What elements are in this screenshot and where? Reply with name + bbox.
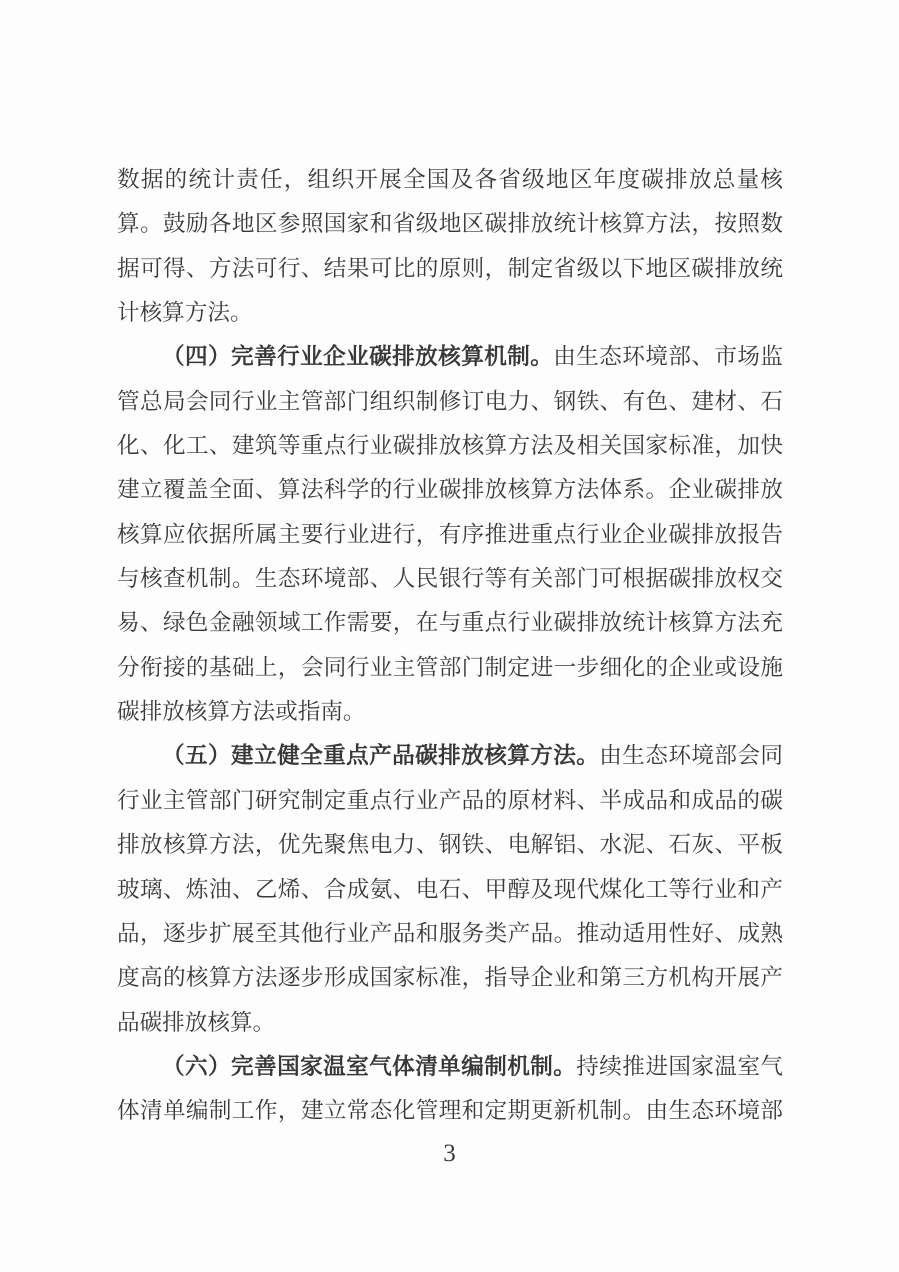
text-line xyxy=(117,247,783,291)
text-segment: 数据的统计责任，组织开展全国及各省级地区年度碳排放总量核 xyxy=(117,167,783,192)
text-segment: 玻璃、炼油、乙烯、合成氨、电石、甲醇及现代煤化工等行业和产 xyxy=(117,876,783,902)
text-segment: 据可得、方法可行、结果可比的原则，制定省级以下地区碳排放统 xyxy=(117,255,783,281)
text-line xyxy=(117,380,783,424)
text-segment: 持续推进国家温室气 xyxy=(576,1053,783,1079)
text-segment: 化、化工、建筑等重点行业碳排放核算方法及相关国家标准，加快 xyxy=(117,433,783,459)
text-line xyxy=(117,779,783,823)
text-line xyxy=(117,557,783,601)
text-line xyxy=(117,868,783,912)
text-line xyxy=(117,158,783,202)
text-line xyxy=(117,956,783,1000)
document-body xyxy=(117,158,783,1134)
text-line xyxy=(117,1001,783,1045)
text-line xyxy=(117,513,783,557)
text-line xyxy=(117,202,783,246)
text-line xyxy=(117,601,783,645)
text-line xyxy=(117,823,783,867)
text-line xyxy=(117,468,783,512)
text-line xyxy=(117,1045,783,1089)
text-segment: 品，逐步扩展至其他行业产品和服务类产品。推动适用性好、成熟 xyxy=(117,920,783,946)
text-line xyxy=(117,291,783,335)
text-segment: 品碳排放核算。 xyxy=(117,1009,276,1035)
text-segment: 排放核算方法，优先聚焦电力、钢铁、电解铝、水泥、石灰、平板 xyxy=(117,832,783,858)
text-segment: 行业主管部门研究制定重点行业产品的原材料、半成品和成品的碳 xyxy=(117,787,783,813)
text-segment: 易、绿色金融领域工作需要，在与重点行业碳排放统计核算方法充 xyxy=(117,610,783,636)
text-line xyxy=(117,1089,783,1133)
section-heading-segment: （四）完善行业企业碳排放核算机制。 xyxy=(162,344,554,370)
text-segment: 体清单编制工作，建立常态化管理和定期更新机制。由生态环境部 xyxy=(117,1098,783,1124)
text-segment: 由生态环境部会同 xyxy=(599,743,783,769)
text-segment: 管总局会同行业主管部门组织制修订电力、钢铁、有色、建材、石 xyxy=(117,388,783,414)
text-segment: 度高的核算方法逐步形成国家标准，指导企业和第三方机构开展产 xyxy=(117,965,783,991)
text-line xyxy=(117,734,783,778)
section-heading-segment: （六）完善国家温室气体清单编制机制。 xyxy=(162,1053,577,1079)
text-line xyxy=(117,646,783,690)
text-line xyxy=(117,690,783,734)
text-segment: 与核查机制。生态环境部、人民银行等有关部门可根据碳排放权交 xyxy=(117,566,783,592)
text-segment: 分衔接的基础上，会同行业主管部门制定进一步细化的企业或设施 xyxy=(117,654,783,680)
page-number: 3 xyxy=(443,1140,456,1167)
text-segment: 核算应依据所属主要行业进行，有序推进重点行业企业碳排放报告 xyxy=(117,521,783,547)
text-line xyxy=(117,912,783,956)
text-segment: 碳排放核算方法或指南。 xyxy=(117,699,366,725)
text-segment: 建立覆盖全面、算法科学的行业碳排放核算方法体系。企业碳排放 xyxy=(117,477,783,503)
text-line xyxy=(117,335,783,379)
text-line xyxy=(117,424,783,468)
text-segment: 算。鼓励各地区参照国家和省级地区碳排放统计核算方法，按照数 xyxy=(117,211,783,237)
text-segment: 计核算方法。 xyxy=(117,300,253,326)
section-heading-segment: （五）建立健全重点产品碳排放核算方法。 xyxy=(162,743,600,769)
text-segment: 由生态环境部、市场监 xyxy=(553,344,783,370)
